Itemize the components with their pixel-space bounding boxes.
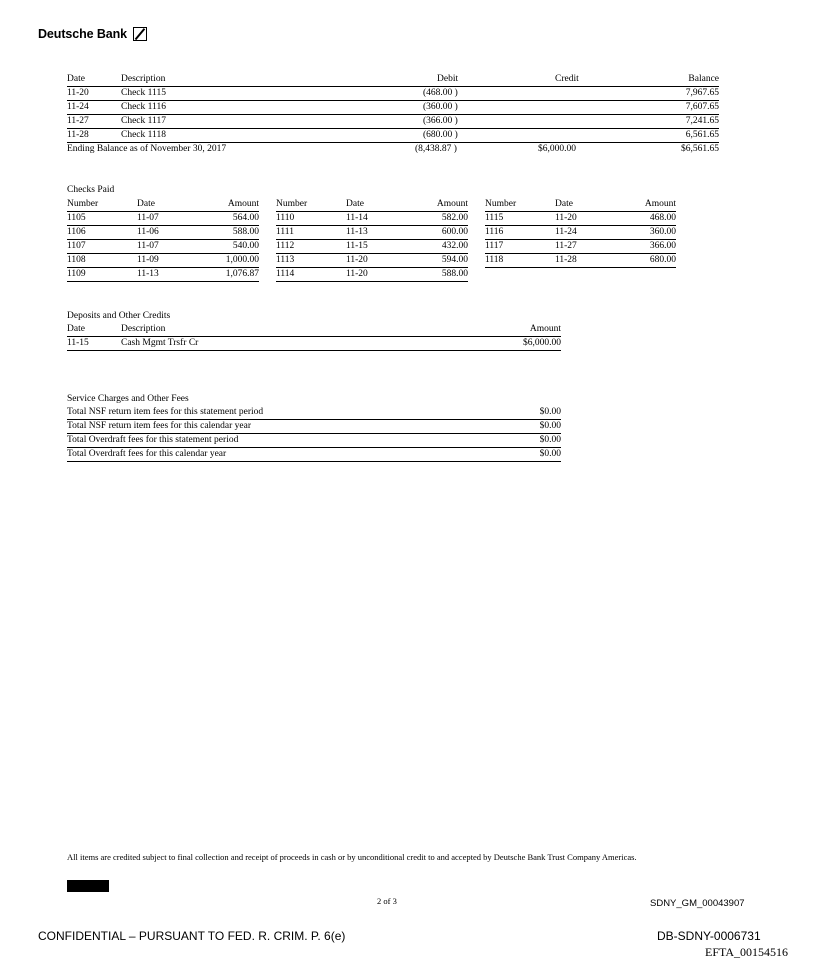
table-row: 1106 11-06 588.00 1111 11-13 600.00 1116 11-24 360.00 <box>67 227 676 237</box>
ending-balance-label: Ending Balance as of November 30, 2017 <box>67 144 227 154</box>
footer-disclaimer: All items are credited subject to final collection and receipt of proceeds in cash or by unconditional credit to and accepted by Deutsche Bank Trust Company Americas. <box>67 852 637 862</box>
ending-balance-row <box>0 144 816 156</box>
checks-paid-title: Checks Paid <box>67 185 115 195</box>
efta-number: EFTA_00154516 <box>705 945 789 959</box>
table-row: 1108 11-09 1,000.00 1113 11-20 594.00 1118 11-28 680.00 <box>67 255 676 265</box>
table-row: 1109 11-13 1,076.87 1114 11-20 588.00 <box>67 269 468 279</box>
table-row: 11-28 Check 1118 (680.00 ) 6,561.65 <box>67 130 719 140</box>
table-row: 11-20 Check 1115 (468.00 ) 7,967.65 <box>67 88 719 98</box>
logo-slash-icon <box>133 27 147 41</box>
checks-header-row: Number Date Amount Number Date Amount Number Date Amount <box>67 199 676 209</box>
ending-credit: $6,000.00 <box>538 144 576 154</box>
ending-debit: (8,438.87 ) <box>415 144 457 154</box>
confidential-notice: CONFIDENTIAL – PURSUANT TO FED. R. CRIM. P. 6(e) <box>38 929 346 943</box>
table-row: Total NSF return item fees for this statement period $0.00 <box>67 407 561 417</box>
deposits-header-row: Date Description Amount <box>67 324 561 334</box>
table-row: Total Overdraft fees for this statement period $0.00 <box>67 435 561 445</box>
logo-text: Deutsche Bank <box>38 27 128 41</box>
col-balance: Balance <box>688 74 719 84</box>
col-credit: Credit <box>555 74 579 84</box>
fees-title: Service Charges and Other Fees <box>67 394 189 404</box>
table-row: 1105 11-07 564.00 1110 11-14 582.00 1115 11-20 468.00 <box>67 213 676 223</box>
activity-header-row <box>0 74 816 86</box>
bank-logo <box>38 27 147 41</box>
page-number: 2 of 3 <box>377 896 397 906</box>
table-row: 11-27 Check 1117 (366.00 ) 7,241.65 <box>67 116 719 126</box>
redaction-box <box>67 880 109 892</box>
col-date: Date <box>67 74 85 84</box>
table-row: Total Overdraft fees for this calendar year $0.00 <box>67 449 561 459</box>
deposits-title: Deposits and Other Credits <box>67 311 171 321</box>
table-row: 11-24 Check 1116 (360.00 ) 7,607.65 <box>67 102 719 112</box>
table-row: 11-15 Cash Mgmt Trsfr Cr $6,000.00 <box>67 338 561 348</box>
table-row: 1107 11-07 540.00 1112 11-15 432.00 1117 11-27 366.00 <box>67 241 676 251</box>
col-debit: Debit <box>437 74 459 84</box>
ending-balance: $6,561.65 <box>681 144 719 154</box>
bates-db: DB-SDNY-0006731 <box>657 929 761 943</box>
col-description: Description <box>121 74 166 84</box>
table-row: Total NSF return item fees for this calendar year $0.00 <box>67 421 561 431</box>
bates-sdny: SDNY_GM_00043907 <box>650 898 745 909</box>
